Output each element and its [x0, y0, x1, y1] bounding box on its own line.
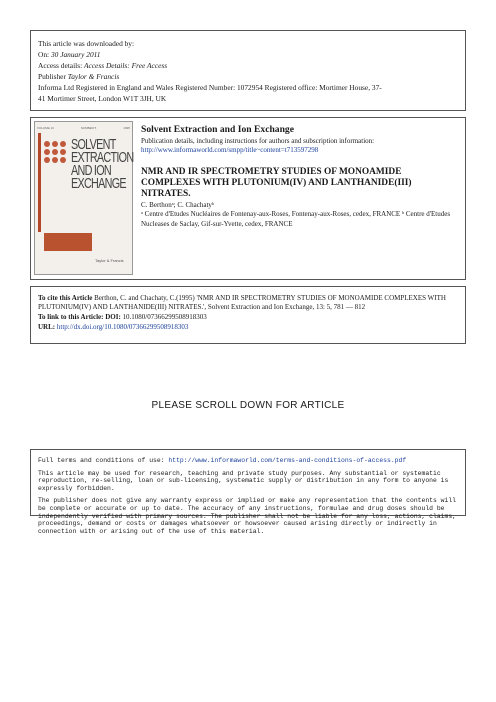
cover-title: SOLVENT EXTRACTION AND ION EXCHANGE: [71, 136, 134, 192]
publisher-value: Taylor & Francis: [67, 72, 120, 81]
date-label: On:: [38, 50, 50, 59]
cite-row: [38, 294, 458, 312]
article-title: NMR AND IR SPECTROMETRY STUDIES OF MONOAMIDE COMPLEXES WITH PLUTONIUM(IV) AND LANTHANIDE(III) NITRATES.: [141, 167, 412, 199]
doi-value: 10.1080/07366299508918303: [122, 313, 207, 321]
doi-label: To link to this Article: DOI:: [38, 313, 121, 321]
publication-details: Publication details, including instructions for authors and subscription information:: [141, 137, 375, 145]
doi-url-link[interactable]: http://dx.doi.org/10.1080/07366299508918303: [56, 323, 189, 331]
cite-text: Berthon, C. and Chachaty, C.(1995) 'NMR AND IR SPECTROMETRY STUDIES OF MONOAMIDE COMPLEXES WITH PLUTONIUM(IV) AND LANTHANIDE(III) NITRATES.', Solvent Extraction and Ion Exchange, 13: 5, 781 — 812: [38, 294, 446, 311]
publisher-line: [38, 71, 458, 82]
cover-dot-pattern: [44, 141, 68, 163]
cover-dot: [52, 157, 58, 163]
cover-volume: VOLUME 13: [37, 126, 54, 130]
access-label: Access details:: [38, 61, 83, 70]
cover-dot: [44, 149, 50, 155]
authors: C. Berthonᵃ; C. Chachatyᵇ: [141, 201, 215, 209]
cover-dot: [52, 149, 58, 155]
article-details-box: [30, 117, 466, 280]
scroll-notice: PLEASE SCROLL DOWN FOR ARTICLE: [151, 400, 345, 411]
journal-link[interactable]: http://www.informaworld.com/smpp/title~content=t713597298: [141, 146, 319, 154]
url-label: URL:: [38, 323, 56, 331]
access-details-line: [38, 60, 458, 71]
citation-box: [30, 286, 466, 344]
cover-dot: [60, 141, 66, 147]
terms-line: [38, 457, 458, 465]
downloaded-by-line: This article was downloaded by:: [38, 39, 135, 48]
url-row: [38, 323, 458, 332]
terms-box: [30, 449, 466, 535]
cover-dot: [52, 141, 58, 147]
publisher-logo: Taylor & Francis: [95, 258, 124, 263]
cover-dot: [44, 157, 50, 163]
date-value: 30 January 2011: [50, 50, 101, 59]
terms-paragraph-disclaimer: The publisher does not give any warranty express or implied or make any representation that the contents will be complete or accurate or up to date. The accuracy of any instructions, formulae and drug doses should be independently verified with primary sources. The publisher shall not be liable for any loss, actions, claims, proceedings, demand or costs or damages whatsoever or howsoever caused arising directly or indirectly in connection with or arising out of the use of this material.: [38, 497, 457, 535]
publisher-label: Publisher: [38, 72, 66, 81]
article-info: [141, 124, 461, 229]
registration-line-1: Informa Ltd Registered in England and Wales Registered Number: 1072954 Registered office: Mortimer House, 37-: [38, 83, 382, 92]
terms-link[interactable]: http://www.informaworld.com/terms-and-conditions-of-access.pdf: [168, 457, 407, 464]
cover-number: NUMBER 5: [80, 126, 97, 130]
registration-line-2: 41 Mortimer Street, London W1T 3JH, UK: [38, 94, 167, 103]
cover-dot: [60, 149, 66, 155]
doi-row: [38, 313, 458, 322]
terms-label: Full terms and conditions of use:: [38, 457, 165, 464]
cite-label: To cite this Article: [38, 294, 93, 302]
cover-color-block: [44, 233, 92, 251]
download-date-line: [38, 49, 458, 60]
cover-dot: [44, 141, 50, 147]
terms-paragraph-usage: This article may be used for research, teaching and private study purposes. Any substantial or systematic reproduction, re-selling, loan or sub-licensing, systematic supply or distribution in any form to anyone is expressly forbidden.: [38, 469, 449, 492]
journal-name: Solvent Extraction and Ion Exchange: [141, 124, 294, 135]
cover-year: 1995: [123, 126, 130, 130]
affiliations: ᵃ Centre d'Etudes Nucléaires de Fontenay-aux-Roses, Fontenay-aux-Roses, cedex, FRANCE ᵇ Centre d'Etudes Nucleases de Saclay, Gif-sur-Yvette, cedex, FRANCE: [141, 210, 451, 228]
cover-dot: [60, 157, 66, 163]
journal-cover-image: [34, 121, 133, 275]
access-value: Access Details: Free Access: [83, 61, 168, 70]
cover-header: [37, 126, 130, 132]
download-info-box: [30, 30, 466, 111]
cover-red-bar: [38, 133, 41, 232]
